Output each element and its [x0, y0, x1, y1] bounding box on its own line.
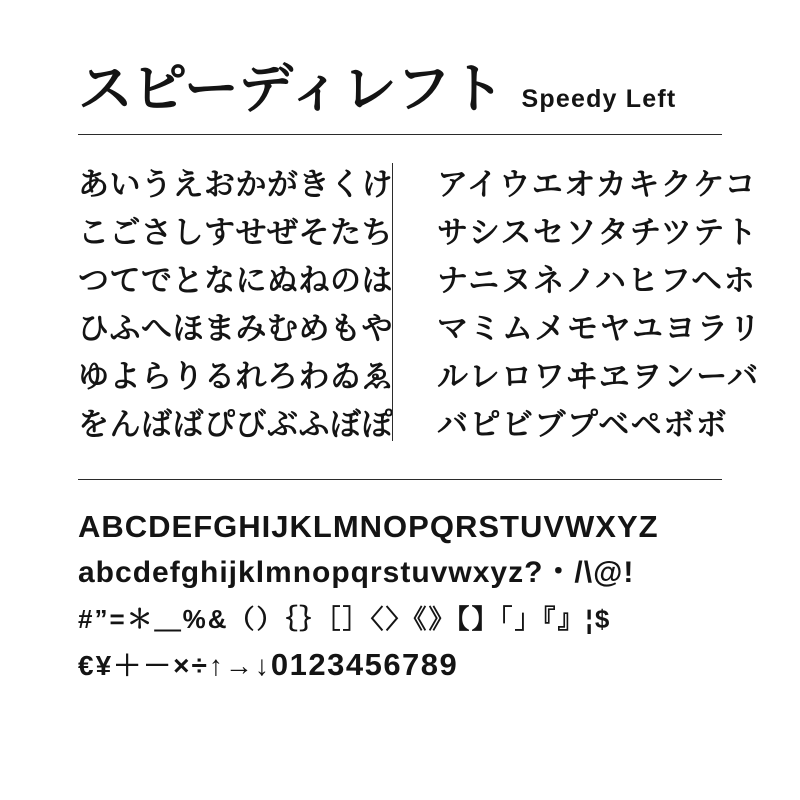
- font-title-japanese: スピーディレフト: [78, 57, 504, 120]
- symbols-arrows: €¥＋－×÷↑→↓: [78, 650, 271, 681]
- symbols-row-1: #”=＊＿%&（）｛｝［］〈〉《》【】「」『』¦$: [78, 604, 612, 634]
- hiragana-row: あいうえおかがきくけ: [78, 167, 393, 203]
- hiragana-row: ゆよらりるれろわゐゑ: [78, 359, 393, 395]
- katakana-row: マミムメモヤユヨラリ: [437, 311, 762, 347]
- katakana-row: バピビブプベペボボ: [437, 407, 729, 443]
- katakana-row: サシスセソタチツテト: [437, 215, 759, 251]
- font-title-english: Speedy Left: [521, 85, 677, 113]
- katakana-column: [437, 161, 762, 449]
- hiragana-row: をんばばぴびぶふぼぽ: [78, 407, 393, 443]
- latin-lowercase-row: abcdefghijklmnopqrstuvwxyz?・/\@!: [78, 556, 635, 589]
- hiragana-row: こごさしすせぜそたち: [78, 215, 393, 251]
- latin-uppercase-row: ABCDEFGHIJKLMNOPQRSTUVWXYZ: [78, 509, 659, 544]
- symbols-row-2: [78, 642, 722, 689]
- hiragana-row: つてでとなにぬねのは: [78, 263, 393, 299]
- divider-vertical: [392, 163, 393, 441]
- digits-row: 0123456789: [270, 647, 459, 682]
- kana-section: [78, 135, 762, 463]
- hiragana-row: ひふへほまみむめもや: [78, 311, 393, 347]
- latin-section: [78, 480, 722, 689]
- specimen-header: [78, 0, 722, 122]
- hiragana-column: [78, 161, 393, 449]
- katakana-row: ナニヌネノハヒフヘホ: [437, 263, 757, 299]
- katakana-row: アイウエオカキクケコ: [437, 167, 758, 203]
- katakana-row: ルレロワヰヱヲンーバ: [437, 359, 760, 395]
